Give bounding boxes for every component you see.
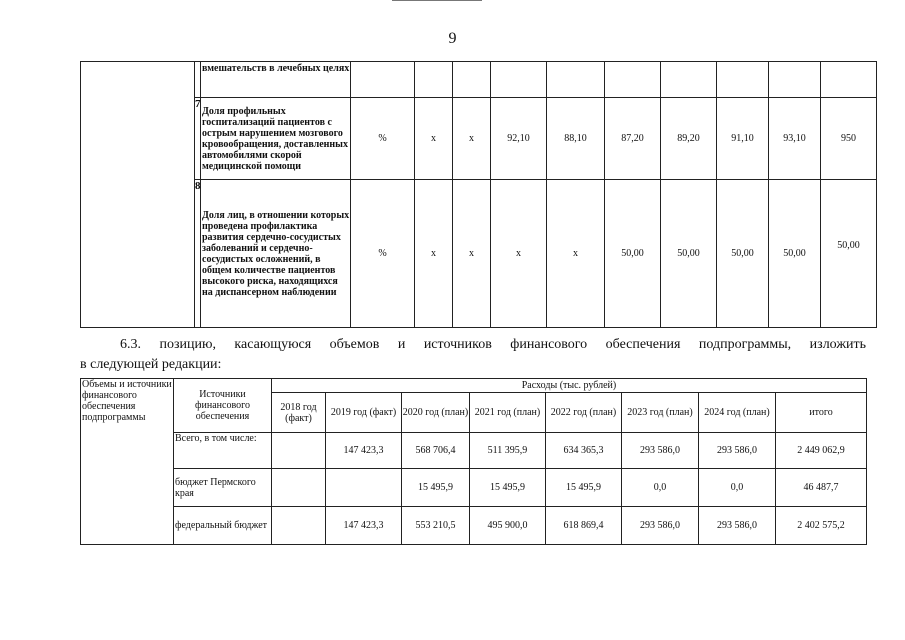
expenses-header: Расходы (тыс. рублей) [272,379,867,393]
year-header: 2021 год (план) [470,393,546,433]
value-cell [272,433,326,469]
table-row [81,379,867,393]
value-cell [821,62,877,98]
value-cell: 50,00 [717,180,769,328]
value-cell: х [453,98,491,180]
year-header: 2024 год (план) [699,393,776,433]
total-header: итого [776,393,867,433]
row-index: 7 [195,98,201,180]
table-row [81,98,877,180]
value-cell: 0,0 [699,469,776,507]
table-row [81,469,867,507]
source-label: бюджет Пермского края [174,469,272,507]
value-cell [453,62,491,98]
value-cell: 50,00 [821,180,877,328]
total-cell: 2 449 062,9 [776,433,867,469]
value-cell: 92,10 [491,98,547,180]
indicator-label: вмешательств в лечебных целях [201,62,351,98]
value-cell: 91,10 [717,98,769,180]
value-cell: 89,20 [661,98,717,180]
value-cell: 618 869,4 [546,507,622,545]
value-cell [717,62,769,98]
value-cell [491,62,547,98]
blank-cell [81,62,195,328]
value-cell [415,62,453,98]
value-cell: 495 900,0 [470,507,546,545]
year-header: 2020 год (план) [402,393,470,433]
finance-table [80,378,867,545]
value-cell: 511 395,9 [470,433,546,469]
table-row [81,507,867,545]
value-cell [661,62,717,98]
value-cell: 293 586,0 [622,433,699,469]
value-cell: х [415,180,453,328]
year-header: 2023 год (план) [622,393,699,433]
row-index: 8 [195,180,201,328]
paragraph-line-1: 6.3. позицию, касающуюся объемов и источников финансового обеспечения подпрограммы, изложить [120,337,866,352]
value-cell: 293 586,0 [622,507,699,545]
value-cell: 93,10 [769,98,821,180]
value-cell: 15 495,9 [470,469,546,507]
value-cell: 293 586,0 [699,507,776,545]
value-cell: х [491,180,547,328]
value-cell: 50,00 [605,180,661,328]
year-header: 2022 год (план) [546,393,622,433]
page-number: 9 [448,30,457,47]
value-cell: 15 495,9 [546,469,622,507]
value-cell: 147 423,3 [326,507,402,545]
value-cell: 15 495,9 [402,469,470,507]
unit-cell: % [351,180,415,328]
value-cell: 0,0 [622,469,699,507]
value-cell: х [453,180,491,328]
value-cell: 50,00 [661,180,717,328]
value-cell [272,469,326,507]
value-cell: 634 365,3 [546,433,622,469]
finance-header-label: Объемы и источники финансового обеспечения подпрограммы [81,379,174,545]
total-cell: 2 402 575,2 [776,507,867,545]
value-cell: х [547,180,605,328]
value-cell [547,62,605,98]
paragraph-line-2: в следующей редакции: [80,357,222,372]
value-cell [769,62,821,98]
source-label: федеральный бюджет [174,507,272,545]
value-cell: 950 [821,98,877,180]
year-header: 2018 год (факт) [272,393,326,433]
value-cell: 553 210,5 [402,507,470,545]
table-row [81,180,877,328]
value-cell: 87,20 [605,98,661,180]
value-cell: х [415,98,453,180]
table-row [81,433,867,469]
value-cell [351,62,415,98]
indicator-label: Доля лиц, в отношении которых проведена профилактика развития сердечно-сосудистых заболеваний и сердечно-сосудистых осложнений, в общем количестве пациентов высокого риска, находящихся на диспансерном наблюдении [201,180,351,328]
unit-cell: % [351,98,415,180]
total-cell: 46 487,7 [776,469,867,507]
value-cell: 293 586,0 [699,433,776,469]
year-header: 2019 год (факт) [326,393,402,433]
source-label: Всего, в том числе: [174,433,272,469]
indicators-table [80,61,877,328]
value-cell: 147 423,3 [326,433,402,469]
value-cell [326,469,402,507]
value-cell: 50,00 [769,180,821,328]
sources-header: Источники финансового обеспечения [174,379,272,433]
indicator-label: Доля профильных госпитализаций пациентов с острым нарушением мозгового кровообращения, доставленных автомобилями скорой медицинской помощи [201,98,351,180]
top-rule [392,0,482,1]
table-row [81,62,877,98]
value-cell: 88,10 [547,98,605,180]
value-cell [272,507,326,545]
value-cell [605,62,661,98]
value-cell: 568 706,4 [402,433,470,469]
